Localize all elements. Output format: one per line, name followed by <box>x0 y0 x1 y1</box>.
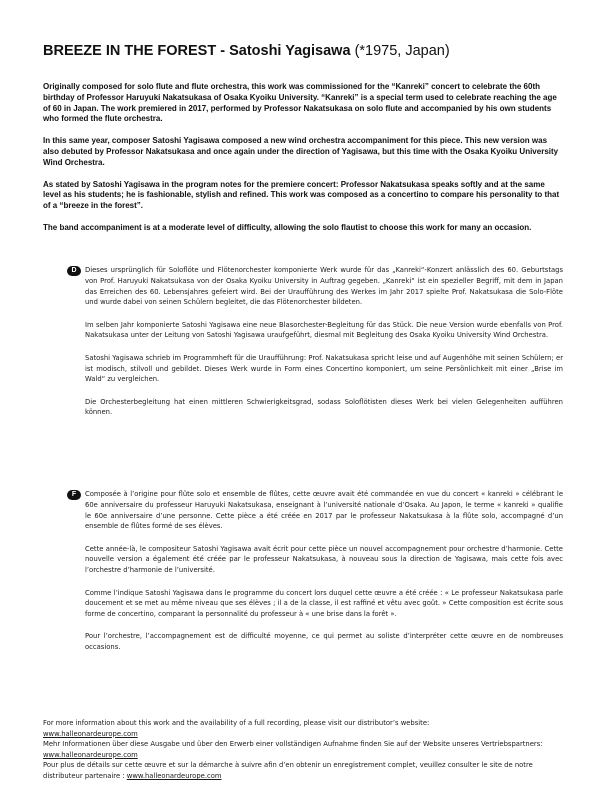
french-paragraph-1: Composée à l’origine pour flûte solo et ensemble de flûtes, cette œuvre avait été commandée en vue du concert « kanreki » célébrant le 60e anniversaire du professeur Haruyuki Nakatsukasa, enseignant à l’université nationale d’Osaka. Au Japon, le terme « kanreki » qualifie le 60e anniversaire d’une personne. Cette pièce a été créée en 2017 par le professeur Nakatsukasa à la flûte solo, accompagné d’un ensemble de flûtes formé de ses élèves. <box>85 490 563 531</box>
footer-french-link[interactable]: www.halleonardeurope.com <box>126 771 222 780</box>
footer-english-text: For more information about this work and the availability of a full recording, please visit our distributor’s website: <box>43 719 430 727</box>
title-lifespan: (*1975, Japan) <box>354 43 450 59</box>
english-paragraph-2: In this same year, composer Satoshi Yagisawa composed a new wind orchestra accompaniment for this piece. This new version was also debuted by Professor Nakatsukasa and once again under the direction of Yagisawa, but this time with the Osaka Kyoiku University Wind Orchestra. <box>43 136 559 167</box>
english-section <box>43 82 561 245</box>
footer-english <box>43 718 563 739</box>
french-paragraph-4: Pour l’orchestre, l’accompagnement est de difficulté moyenne, ce qui permet au soliste d’interpréter cette œuvre en de nombreuses occasions. <box>85 632 563 652</box>
french-paragraph-3: Comme l’indique Satoshi Yagisawa dans le programme du concert lors duquel cette œuvre a été créée : « Le professeur Nakatsukasa parle doucement et se met au même niveau que ses élèves ; il a de la classe, il est raffiné et vêtu avec goût. » Cette composition est écrite sous forme de concertino, comparant la personnalité du professeur à « une brise dans la forêt ». <box>85 588 563 619</box>
english-paragraph-1: Originally composed for solo flute and flute orchestra, this work was commissioned for the “Kanreki” concert to celebrate the 60th birthday of Professor Haruyuki Nakatsukasa of Osaka Kyoiku University. “Kanreki” is a special term used to celebrate reaching the age of 60 in Japan. The work premiered in 2017, performed by Professor Nakatsukasa on solo flute and accompanied by his own students who formed the flute orchestra. <box>43 82 557 124</box>
footer-english-link[interactable]: www.halleonardeurope.com <box>43 729 138 738</box>
distributor-footer <box>43 718 563 782</box>
page-title <box>43 42 563 60</box>
german-language-badge: D <box>67 266 81 276</box>
german-paragraph-2: Im selben Jahr komponierte Satoshi Yagisawa eine neue Blasorchester-Begleitung für das Stück. Die neue Version wurde ebenfalls von Prof. Nakatsukasa unter der Leitung von Satoshi Yagisawa uraufgeführt, diesmal mit Begleitung des Osaka Kyoiku University Wind Orchestra. <box>85 320 563 340</box>
german-paragraph-3: Satoshi Yagisawa schrieb im Programmheft für die Uraufführung: Prof. Nakatsukasa spricht leise und auf Augenhöhe mit seinen Schülern; er ist modisch, stilvoll und gebildet. Dieses Werk wurde in Form eines Concertino komponiert, um seine Persönlichkeit mit einer „Brise im Wald“ zu vergleichen. <box>85 353 563 384</box>
footer-french <box>43 760 563 781</box>
german-section <box>85 265 563 430</box>
french-language-badge: F <box>67 490 81 500</box>
german-paragraph-1: Dieses ursprünglich für Soloflöte und Flötenorchester komponierte Werk wurde für das „Kanreki“-Konzert anlässlich des 60. Geburtstags von Prof. Haruyuki Nakatsukasa von der Osaka Kyoiku University in Auftrag gegeben. „Kanreki“ ist ein spezieller Begriff, mit dem in Japan das Erreichen des 60. Lebensjahres gefeiert wird. Bei der Uraufführung des Werkes im Jahr 2017 spielte Prof. Nakatsukasa die Solo-Flöte und wurde dabei von seinen Schülern begleitet, die das Flötenorchester bildeten. <box>85 266 563 307</box>
french-section <box>85 489 563 665</box>
english-paragraph-4: The band accompaniment is at a moderate level of difficulty, allowing the solo flautist to choose this work for many an occasion. <box>43 222 532 232</box>
footer-french-text: Pour plus de détails sur cette œuvre et sur la démarche à suivre afin d’en obtenir un enregistrement complet, veuillez consulter le site de notre distributeur partenaire : <box>43 761 533 780</box>
footer-german-text: Mehr Informationen über diese Ausgabe und über den Erwerb einer vollständigen Aufnahme finden Sie auf der Website unseres Vertriebspartners: <box>43 740 543 749</box>
german-paragraph-4: Die Orchesterbegleitung hat einen mittleren Schwierigkeitsgrad, sodass Soloflötisten dieses Werk bei vielen Gelegenheiten aufführen können. <box>85 397 563 417</box>
french-paragraph-2: Cette année-là, le compositeur Satoshi Yagisawa avait écrit pour cette pièce un nouvel accompagnement pour orchestre d’harmonie. Cette nouvelle version a également été créée par le professeur Nakatsukasa, à nouveau sous la direction de Yagisawa, mais cette fois avec l’orchestre d’harmonie de l’université. <box>85 544 563 575</box>
footer-german-link[interactable]: www.halleonardeurope.com <box>43 750 138 759</box>
english-paragraph-3: As stated by Satoshi Yagisawa in the program notes for the premiere concert: Professor Nakatsukasa speaks softly and at the same level as his students; he is fashionable, stylish and refined. This work was composed as a concertino to compare his personality to that of a “breeze in the forest”. <box>43 179 560 211</box>
title-main: BREEZE IN THE FOREST - Satoshi Yagisawa <box>43 43 351 59</box>
footer-german <box>43 739 563 760</box>
